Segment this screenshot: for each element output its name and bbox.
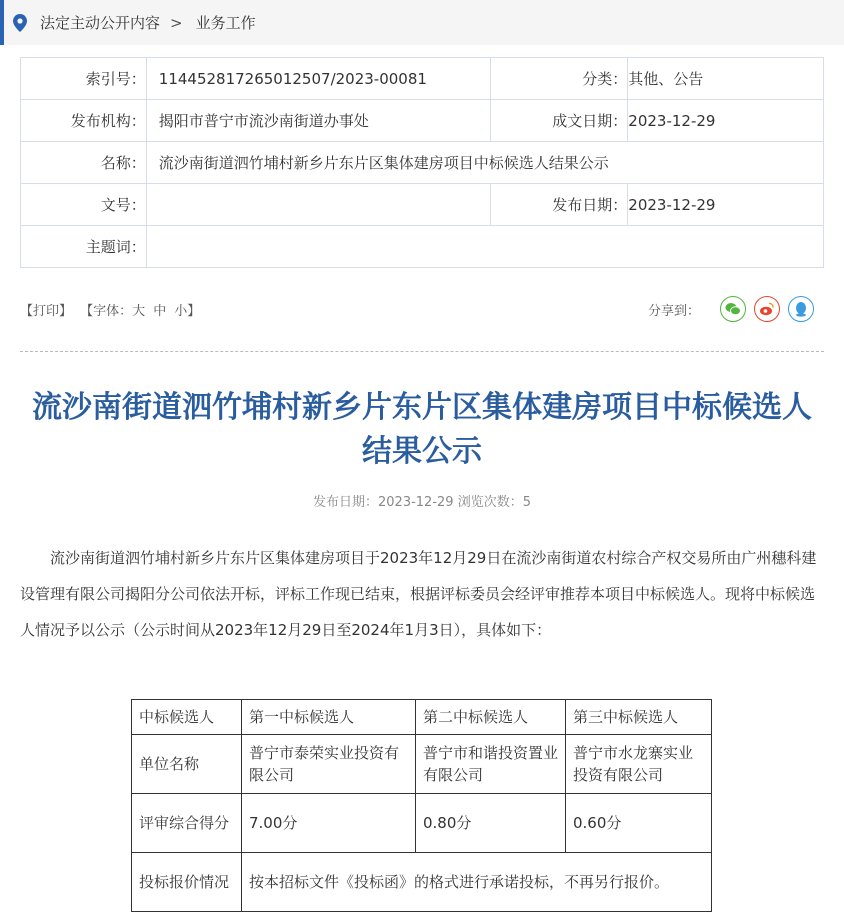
published-date-label: 发布日期： [490, 184, 628, 226]
table-cell: 普宁市水龙寨实业投资有限公司 [566, 735, 712, 794]
table-cell: 投标报价情况 [132, 853, 242, 912]
share-bar [648, 296, 814, 322]
table-cell: 普宁市和谐投资置业有限公司 [416, 735, 566, 794]
font-size-prefix: 【字体： [80, 304, 133, 319]
index-value: 114452817265012507/2023-00081 [146, 58, 490, 100]
table-row [132, 735, 712, 794]
created-date-label: 成文日期： [490, 100, 628, 142]
table-header-cell: 第二中标候选人 [416, 700, 566, 735]
table-cell: 0.80分 [416, 794, 566, 853]
docno-label: 文号： [21, 184, 147, 226]
font-size-suffix: 】 [187, 304, 201, 319]
share-label: 分享到： [647, 303, 700, 319]
wechat-share-icon[interactable] [720, 296, 746, 322]
table-cell: 0.60分 [566, 794, 712, 853]
category-value: 其他、公告 [628, 58, 824, 100]
keywords-label: 主题词： [21, 226, 147, 268]
table-cell: 普宁市泰荣实业投资有限公司 [242, 735, 416, 794]
name-label: 名称： [21, 142, 147, 184]
issuer-label: 发布机构： [21, 100, 147, 142]
table-header-cell: 第三中标候选人 [566, 700, 712, 735]
table-row [132, 794, 712, 853]
published-date-value: 2023-12-29 [628, 184, 824, 226]
font-small-button[interactable]: 小 [174, 304, 188, 319]
meta-row [21, 184, 824, 226]
article-paragraph: 流沙南街道泗竹埔村新乡片东片区集体建房项目于2023年12月29日在流沙南街道农村综合产权交易所由广州穗科建设管理有限公司揭阳分公司依法开标，评标工作现已结束，根据评标委员会经评审推荐本项目中标候选人。现将中标候选人情况予以公示（公示时间从2023年12月29日至2024年1月3日），具体如下： [20, 549, 817, 639]
table-cell: 单位名称 [132, 735, 242, 794]
meta-row [21, 142, 824, 184]
article-tools [20, 300, 204, 319]
breadcrumb-separator-icon: > [170, 13, 183, 32]
breadcrumb [0, 0, 844, 45]
table-cell: 按本招标文件《投标函》的格式进行承诺投标，不再另行报价。 [242, 853, 712, 912]
table-row [132, 853, 712, 912]
font-large-button[interactable]: 大 [132, 304, 146, 319]
print-button[interactable]: 【打印】 [20, 304, 73, 319]
created-date-value: 2023-12-29 [628, 100, 824, 142]
location-pin-icon [13, 14, 27, 32]
article-pubinfo: 发布日期：2023-12-29 浏览次数：5 [313, 495, 531, 510]
table-header-cell: 中标候选人 [132, 700, 242, 735]
keywords-value [146, 226, 823, 268]
document-meta-table [20, 57, 824, 268]
weibo-share-icon[interactable] [754, 296, 780, 322]
candidates-table [131, 699, 712, 912]
font-medium-button[interactable]: 中 [153, 304, 167, 319]
breadcrumb-link-public-content[interactable]: 法定主动公开内容 [40, 14, 161, 32]
docno-value [146, 184, 490, 226]
name-value: 流沙南街道泗竹埔村新乡片东片区集体建房项目中标候选人结果公示 [146, 142, 823, 184]
meta-row [21, 226, 824, 268]
issuer-value: 揭阳市普宁市流沙南街道办事处 [146, 100, 490, 142]
table-header-cell: 第一中标候选人 [242, 700, 416, 735]
meta-row [21, 58, 824, 100]
divider [20, 351, 824, 352]
table-cell: 评审综合得分 [132, 794, 242, 853]
category-label: 分类： [490, 58, 628, 100]
qq-share-icon[interactable] [788, 296, 814, 322]
table-cell: 7.00分 [242, 794, 416, 853]
index-label: 索引号： [21, 58, 147, 100]
table-row [132, 700, 712, 735]
article-title: 流沙南街道泗竹埔村新乡片东片区集体建房项目中标候选人结果公示 [32, 390, 812, 469]
breadcrumb-link-business[interactable]: 业务工作 [195, 14, 256, 32]
meta-row [21, 100, 824, 142]
